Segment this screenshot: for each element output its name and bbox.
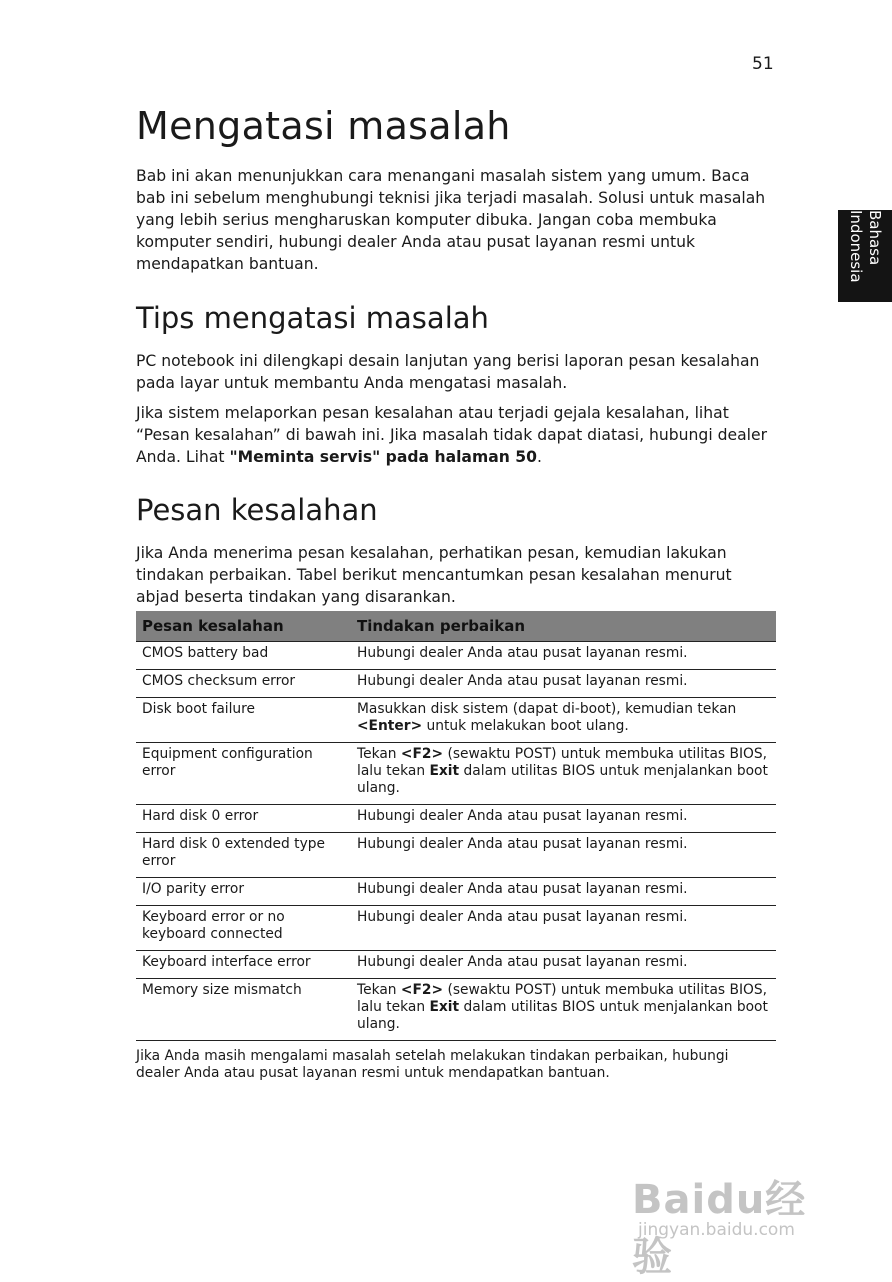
error-action: Hubungi dealer Anda atau pusat layanan resmi.: [351, 805, 776, 833]
tips-paragraph-1: PC notebook ini dilengkapi desain lanjutan yang berisi laporan pesan kesalahan pada layar untuk membantu Anda mengatasi masalah.: [136, 352, 760, 392]
error-message: CMOS battery bad: [136, 642, 351, 670]
error-action: Hubungi dealer Anda atau pusat layanan resmi.: [351, 906, 776, 951]
header-message: Pesan kesalahan: [136, 611, 351, 642]
error-message: Keyboard error or no keyboard connected: [136, 906, 351, 951]
table-row: [136, 833, 776, 878]
table-row: [136, 805, 776, 833]
tips-p2-end: .: [536, 448, 542, 466]
error-messages-heading: Pesan kesalahan: [136, 493, 378, 527]
error-action: Hubungi dealer Anda atau pusat layanan resmi.: [351, 951, 776, 979]
error-action: [351, 698, 776, 743]
table-row: [136, 979, 776, 1041]
footnote: Jika Anda masih mengalami masalah setelah melakukan tindakan perbaikan, hubungi dealer Anda atau pusat layanan resmi untuk mendapatkan bantuan.: [136, 1048, 729, 1081]
error-message: Memory size mismatch: [136, 979, 351, 1041]
error-action: Hubungi dealer Anda atau pusat layanan resmi.: [351, 833, 776, 878]
table-row: [136, 906, 776, 951]
action-text: Masukkan disk sistem (dapat di-boot), kemudian tekan: [357, 701, 737, 717]
baidu-watermark: [632, 1150, 842, 1280]
side-tab-label: Bahasa Indonesia: [847, 210, 884, 283]
action-text: Tekan: [357, 746, 401, 762]
key-exit: Exit: [429, 999, 460, 1015]
table-row: [136, 743, 776, 805]
intro-paragraph: Bab ini akan menunjukkan cara menangani masalah sistem yang umum. Baca bab ini sebelum menghubungi teknisi jika terjadi masalah. Solusi untuk masalah yang lebih serius mengharuskan komputer dibuka. Jangan coba membuka komputer sendiri, hubungi dealer Anda atau pusat layanan resmi untuk mendapatkan bantuan.: [136, 167, 766, 273]
tips-p2-text: Jika sistem melaporkan pesan kesalahan atau terjadi gejala kesalahan, lihat “Pesan kesalahan” di bawah ini. Jika masalah tidak dapat diatasi, hubungi dealer Anda. Lihat: [136, 404, 768, 466]
error-message: I/O parity error: [136, 878, 351, 906]
action-text: (sewaktu POST) untuk membuka utilitas BIOS, lalu tekan: [357, 982, 768, 1015]
service-link[interactable]: "Meminta servis" pada halaman 50: [229, 448, 537, 466]
tips-heading: Tips mengatasi masalah: [136, 301, 489, 335]
action-text: untuk melakukan boot ulang.: [422, 718, 629, 734]
table-row: [136, 878, 776, 906]
page-number: 51: [752, 54, 774, 74]
action-text: (sewaktu POST) untuk membuka utilitas BIOS, lalu tekan: [357, 746, 768, 779]
table-row: [136, 698, 776, 743]
error-message: Hard disk 0 error: [136, 805, 351, 833]
error-message: Equipment configuration error: [136, 743, 351, 805]
key-exit: Exit: [429, 763, 460, 779]
error-action: [351, 979, 776, 1041]
error-action: [351, 743, 776, 805]
table-row: [136, 642, 776, 670]
error-message: CMOS checksum error: [136, 670, 351, 698]
error-action: Hubungi dealer Anda atau pusat layanan resmi.: [351, 642, 776, 670]
action-text: dalam utilitas BIOS untuk menjalankan boot ulang.: [357, 763, 768, 796]
tips-paragraph-2: [136, 402, 776, 468]
table-header-row: [136, 611, 776, 642]
error-message: Keyboard interface error: [136, 951, 351, 979]
error-message: Disk boot failure: [136, 698, 351, 743]
key-enter: <Enter>: [357, 718, 423, 734]
error-action: Hubungi dealer Anda atau pusat layanan resmi.: [351, 670, 776, 698]
error-messages-table: [136, 611, 776, 1041]
page-title: Mengatasi masalah: [136, 104, 511, 148]
error-action: Hubungi dealer Anda atau pusat layanan resmi.: [351, 878, 776, 906]
error-messages-paragraph: Jika Anda menerima pesan kesalahan, perhatikan pesan, kemudian lakukan tindakan perbaikan. Tabel berikut mencantumkan pesan kesalahan menurut abjad beserta tindakan yang disarankan.: [136, 544, 732, 606]
key-f2: <F2>: [400, 982, 444, 998]
key-f2: <F2>: [400, 746, 444, 762]
action-text: dalam utilitas BIOS untuk menjalankan boot ulang.: [357, 999, 768, 1032]
action-text: Tekan: [357, 982, 401, 998]
table-row: [136, 951, 776, 979]
table-row: [136, 670, 776, 698]
watermark-brand: Baidu经验: [632, 1177, 807, 1280]
error-message: Hard disk 0 extended type error: [136, 833, 351, 878]
language-side-tab: [838, 210, 892, 302]
header-action: Tindakan perbaikan: [351, 611, 776, 642]
watermark-url: jingyan.baidu.com: [638, 1220, 795, 1240]
